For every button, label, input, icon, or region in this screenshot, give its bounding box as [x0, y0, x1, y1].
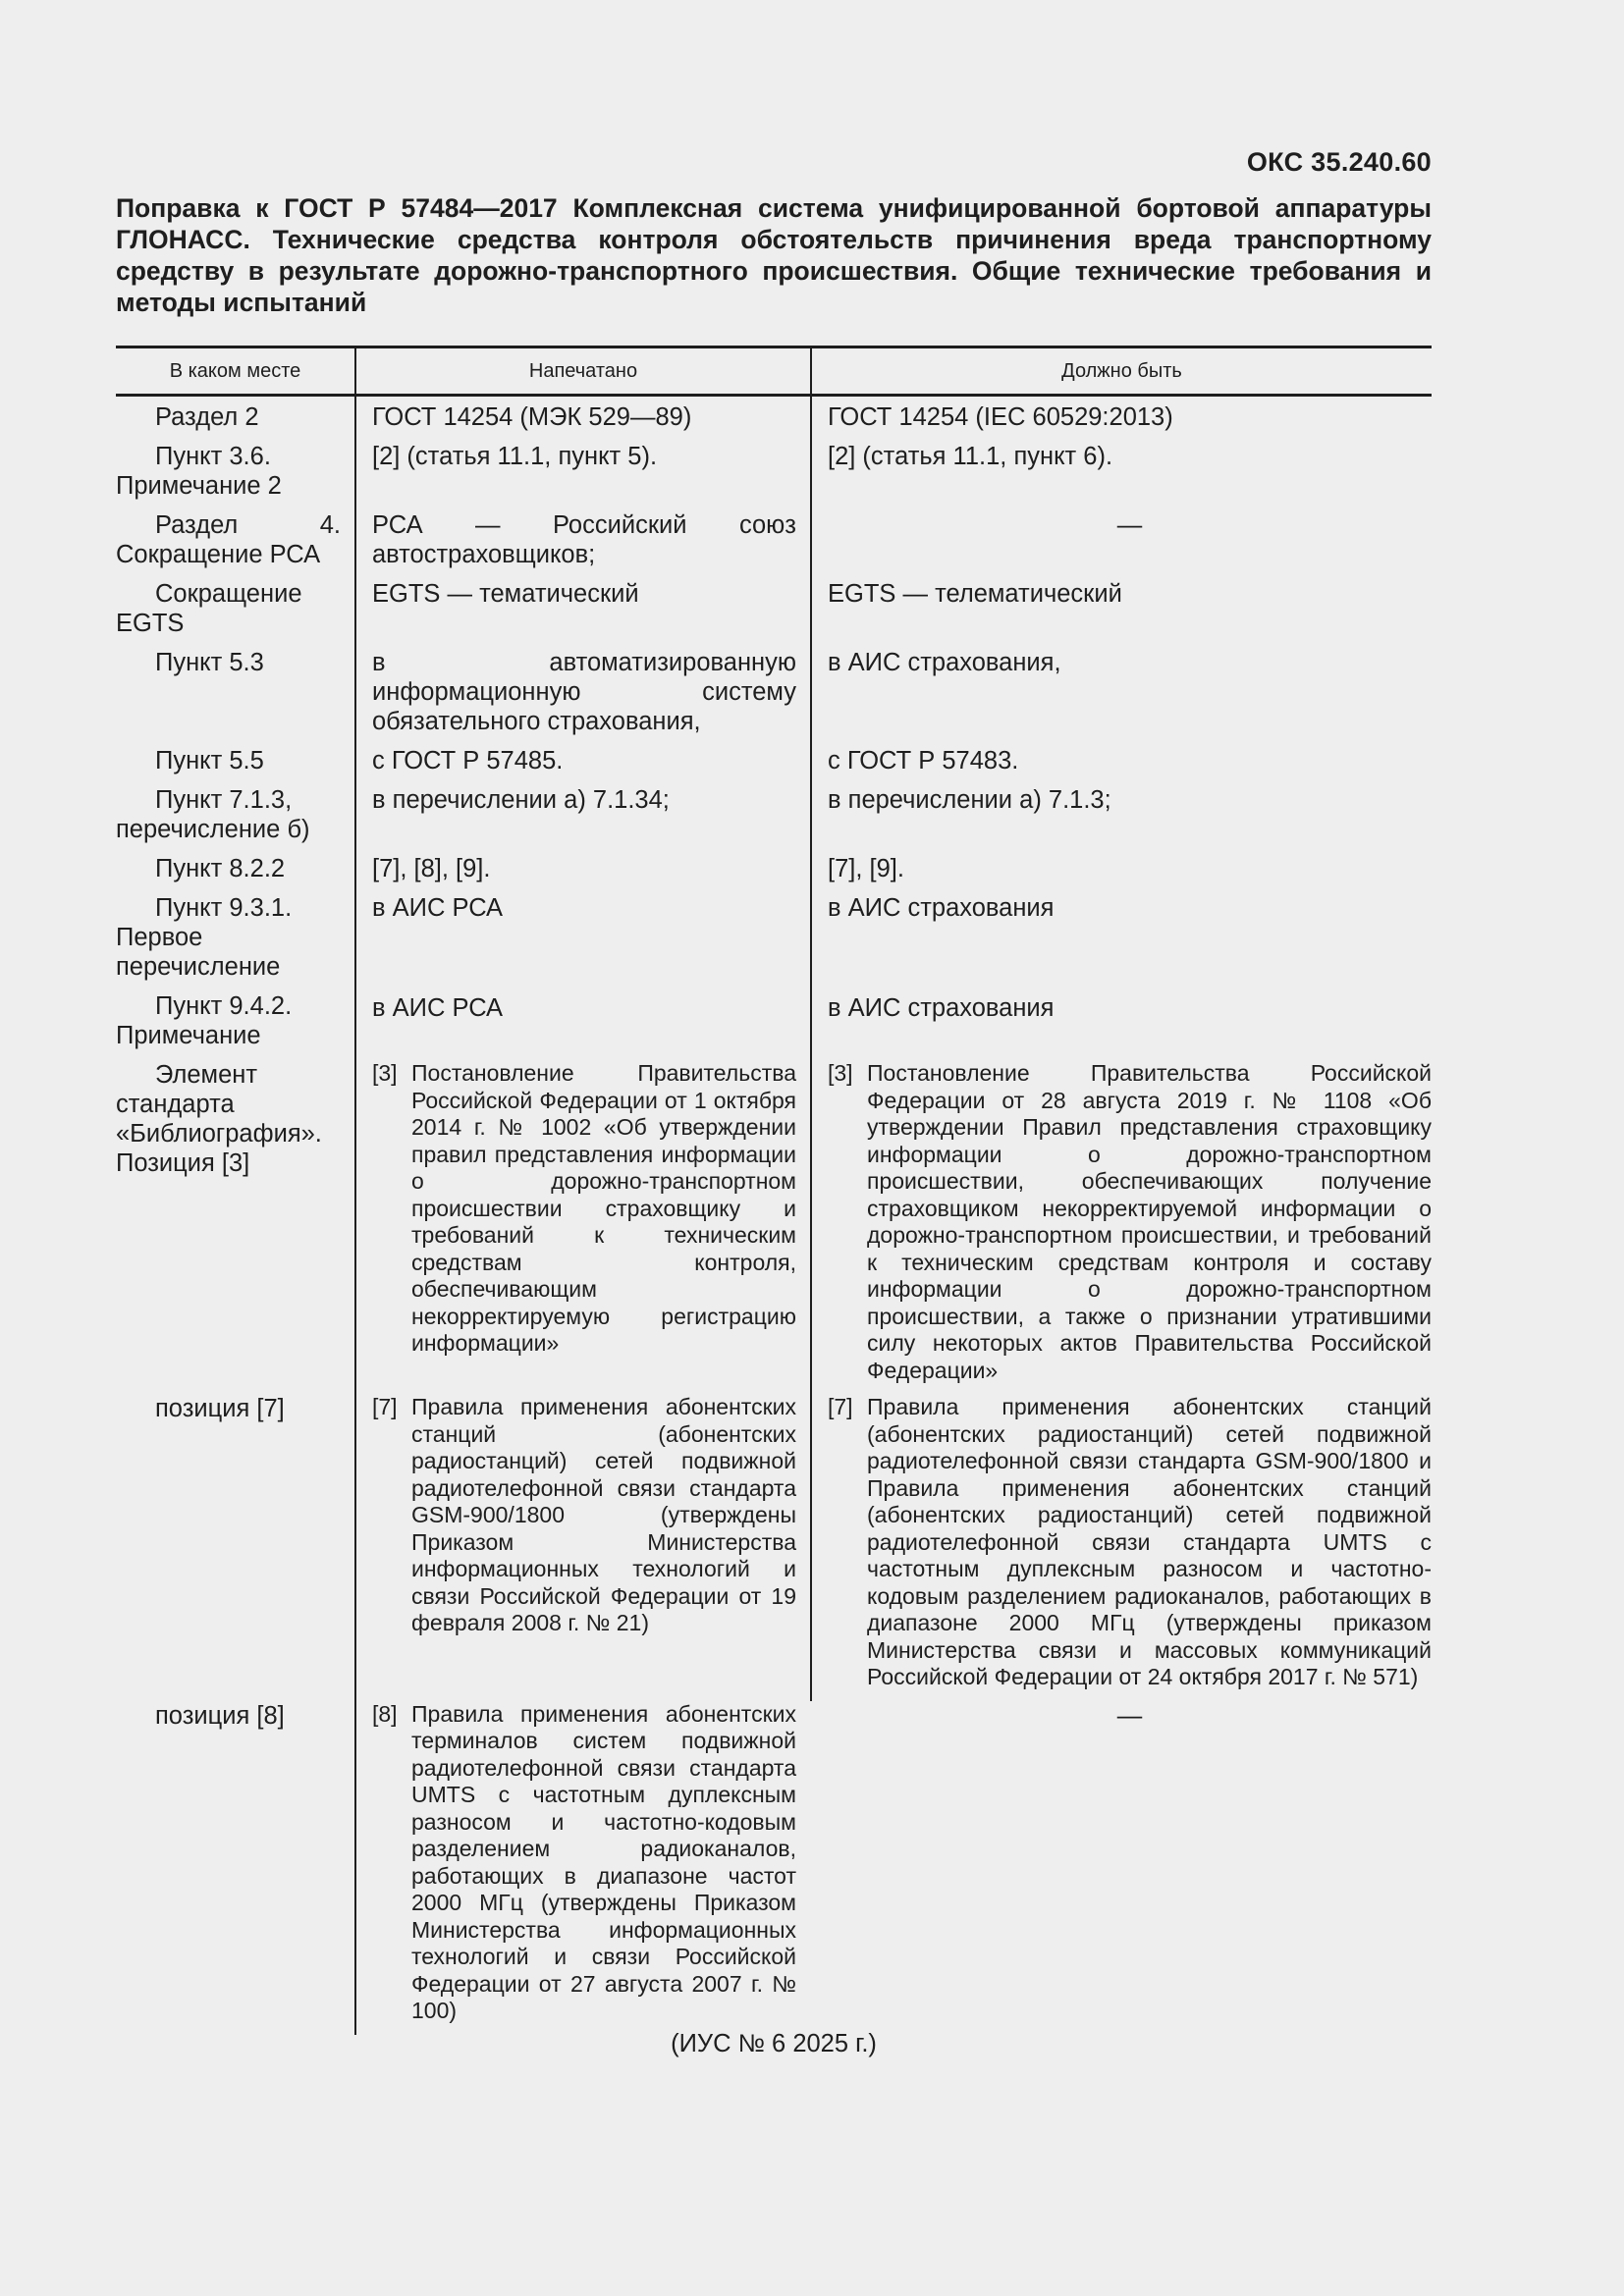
place-text: Пункт 7.1.3, перечисление б) — [116, 786, 310, 843]
cell-should-be — [811, 785, 1432, 854]
ref-number: [3] — [828, 1060, 853, 1086]
cell-should-be — [811, 991, 1432, 1060]
cell-printed — [355, 442, 811, 510]
ref-number: [3] — [372, 1060, 398, 1086]
cell-printed — [355, 991, 811, 1060]
printed-text: с ГОСТ Р 57485. — [372, 747, 564, 774]
cell-printed — [355, 746, 811, 785]
printed-text: [7], [8], [9]. — [372, 855, 491, 882]
place-text: позиция [8] — [155, 1701, 285, 1730]
should-text: в перечислении а) 7.1.3; — [828, 786, 1111, 814]
table-row — [116, 1394, 1432, 1701]
cell-printed — [355, 648, 811, 746]
cell-place — [116, 854, 355, 893]
cell-printed — [355, 579, 811, 648]
place-text: Раздел 4. Сокращение РСА — [116, 511, 341, 568]
cell-place — [116, 746, 355, 785]
bibliography-entry — [828, 1394, 1432, 1691]
ref-text: Постановление Правительства Российской Федерации от 1 октября 2014 г. № 1002 «Об утверждении правил представления информации о дорожно-транспортном происшествии страховщику и требований к техническим средствам контроля, обеспечивающим некорректируемую регистрацию информации» — [411, 1060, 796, 1356]
place-text: Сокращение EGTS — [116, 580, 302, 637]
should-text: [2] (статья 11.1, пункт 6). — [828, 443, 1113, 470]
table-row — [116, 854, 1432, 893]
cell-printed — [355, 396, 811, 443]
header-printed: Напечатано — [355, 347, 811, 396]
printed-text: в АИС РСА — [372, 894, 504, 922]
cell-place — [116, 648, 355, 746]
should-text: — — [1116, 1701, 1143, 1730]
cell-should-be — [811, 893, 1432, 991]
should-text: ГОСТ 14254 (IEC 60529:2013) — [828, 403, 1173, 431]
table-row — [116, 785, 1432, 854]
bibliography-entry — [372, 1060, 796, 1358]
ref-text: Правила применения абонентских станций (абонентских радиостанций) сетей подвижной радиотелефонной связи стандарта GSM-900/1800 и Правила применения абонентских станций (абонентских радиостанций) сетей подвижной радиотелефонной связи стандарта UMTS с частотным дуплексным разносом и частотно-кодовым разделением радиоканалов, работающих в диапазоне 2000 МГц (утверждены приказом Министерства связи и массовых коммуникаций Российской Федерации от 24 октября 2017 г. № 571) — [867, 1394, 1432, 1689]
cell-place — [116, 579, 355, 648]
table-row — [116, 442, 1432, 510]
cell-printed — [355, 785, 811, 854]
cell-place — [116, 510, 355, 579]
printed-text: EGTS — тематический — [372, 580, 639, 608]
place-text: позиция [7] — [155, 1395, 285, 1422]
cell-printed — [355, 854, 811, 893]
table-row — [116, 648, 1432, 746]
cell-should-be — [811, 1701, 1432, 2035]
cell-place — [116, 1394, 355, 1701]
cell-should-be — [811, 442, 1432, 510]
should-text: с ГОСТ Р 57483. — [828, 747, 1019, 774]
table-row — [116, 991, 1432, 1060]
place-text: Пункт 8.2.2 — [155, 855, 286, 882]
cell-should-be — [811, 1060, 1432, 1394]
should-text: EGTS — телематический — [828, 580, 1122, 608]
printed-text: в перечислении а) 7.1.34; — [372, 786, 670, 814]
table-row — [116, 396, 1432, 443]
table-row — [116, 1701, 1432, 2035]
header-place: В каком месте — [116, 347, 355, 396]
should-text: в АИС страхования — [828, 894, 1055, 922]
printed-text: [2] (статья 11.1, пункт 5). — [372, 443, 658, 470]
ref-number: [7] — [372, 1394, 398, 1419]
ref-number: [7] — [828, 1394, 853, 1419]
cell-should-be — [811, 396, 1432, 443]
cell-place — [116, 1060, 355, 1394]
table-header-row — [116, 347, 1432, 396]
header-should-be: Должно быть — [811, 347, 1432, 396]
bibliography-entry — [372, 1394, 796, 1637]
printed-text: в автоматизированную информационную систему обязательного страхования, — [372, 649, 796, 735]
should-text: в АИС страхования — [828, 994, 1055, 1022]
table-row — [116, 1060, 1432, 1394]
cell-place — [116, 396, 355, 443]
should-text: — — [1116, 511, 1143, 539]
cell-printed — [355, 510, 811, 579]
table-row — [116, 510, 1432, 579]
printed-text: в АИС РСА — [372, 994, 504, 1022]
cell-should-be — [811, 1394, 1432, 1701]
cell-should-be — [811, 579, 1432, 648]
should-text: в АИС страхования, — [828, 649, 1061, 676]
cell-printed — [355, 1060, 811, 1394]
place-text: Элемент стандарта «Библиография». Позиция [3] — [116, 1061, 322, 1177]
amendment-table-wrap — [116, 346, 1432, 2035]
printed-text: ГОСТ 14254 (МЭК 529—89) — [372, 403, 692, 431]
cell-should-be — [811, 510, 1432, 579]
place-text: Пункт 5.5 — [155, 747, 264, 774]
document-title: Поправка к ГОСТ Р 57484—2017 Комплексная система унифицированной бортовой аппаратуры ГЛОНАСС. Технические средства контроля обстоятельств причинения вреда транспортному средству в результате дорожно-транспортного происшествия. Общие технические требования и методы испытаний — [116, 193, 1432, 317]
cell-place — [116, 785, 355, 854]
place-text: Пункт 9.4.2. Примечание — [116, 992, 293, 1049]
footer-ius: (ИУС № 6 2025 г.) — [671, 2030, 877, 2057]
ref-text: Правила применения абонентских терминалов систем подвижной радиотелефонной связи стандарта UMTS с частотным дуплексным разносом и частотно-кодовым разделением радиоканалов, работающих в диапазоне частот 2000 МГц (утверждены Приказом Министерства информационных технологий и связи Российской Федерации от 27 августа 2007 г. № 100) — [411, 1700, 796, 2023]
table-row — [116, 579, 1432, 648]
cell-should-be — [811, 648, 1432, 746]
place-text: Пункт 9.3.1. Первое перечисление — [116, 894, 293, 981]
place-text: Пункт 5.3 — [155, 649, 264, 676]
amendment-table — [116, 346, 1432, 2035]
should-text: [7], [9]. — [828, 855, 904, 882]
table-row — [116, 746, 1432, 785]
ref-text: Постановление Правительства Российской Федерации от 28 августа 2019 г. № 1108 «Об утверждении Правил представления страховщику информации о дорожно-транспортном происшествии, обеспечивающих получение страховщиком некорректируемой информации о дорожно-транспортном происшествии, и требований к техническим средствам контроля и составу информации о дорожно-транспортном происшествии, а также о признании утратившими силу некоторых актов Правительства Российской Федерации» — [867, 1060, 1432, 1383]
place-text: Раздел 2 — [155, 403, 259, 431]
printed-text: РСА — Российский союз автостраховщиков; — [372, 511, 796, 568]
cell-place — [116, 991, 355, 1060]
ref-text: Правила применения абонентских станций (абонентских радиостанций) сетей подвижной радиотелефонной связи стандарта GSM-900/1800 (утверждены Приказом Министерства информационных технологий и связи Российской Федерации от 19 февраля 2008 г. № 21) — [411, 1394, 796, 1635]
document-page — [116, 0, 1432, 2296]
cell-place — [116, 1701, 355, 2035]
cell-printed — [355, 1701, 811, 2035]
bibliography-entry — [372, 1701, 796, 2025]
table-row — [116, 893, 1432, 991]
cell-printed — [355, 1394, 811, 1701]
cell-should-be — [811, 854, 1432, 893]
ref-number: [8] — [372, 1700, 398, 1727]
place-text: Пункт 3.6. Примечание 2 — [116, 443, 282, 500]
oks-code: ОКС 35.240.60 — [1246, 147, 1432, 177]
cell-place — [116, 893, 355, 991]
bibliography-entry — [828, 1060, 1432, 1384]
cell-should-be — [811, 746, 1432, 785]
cell-printed — [355, 893, 811, 991]
cell-place — [116, 442, 355, 510]
